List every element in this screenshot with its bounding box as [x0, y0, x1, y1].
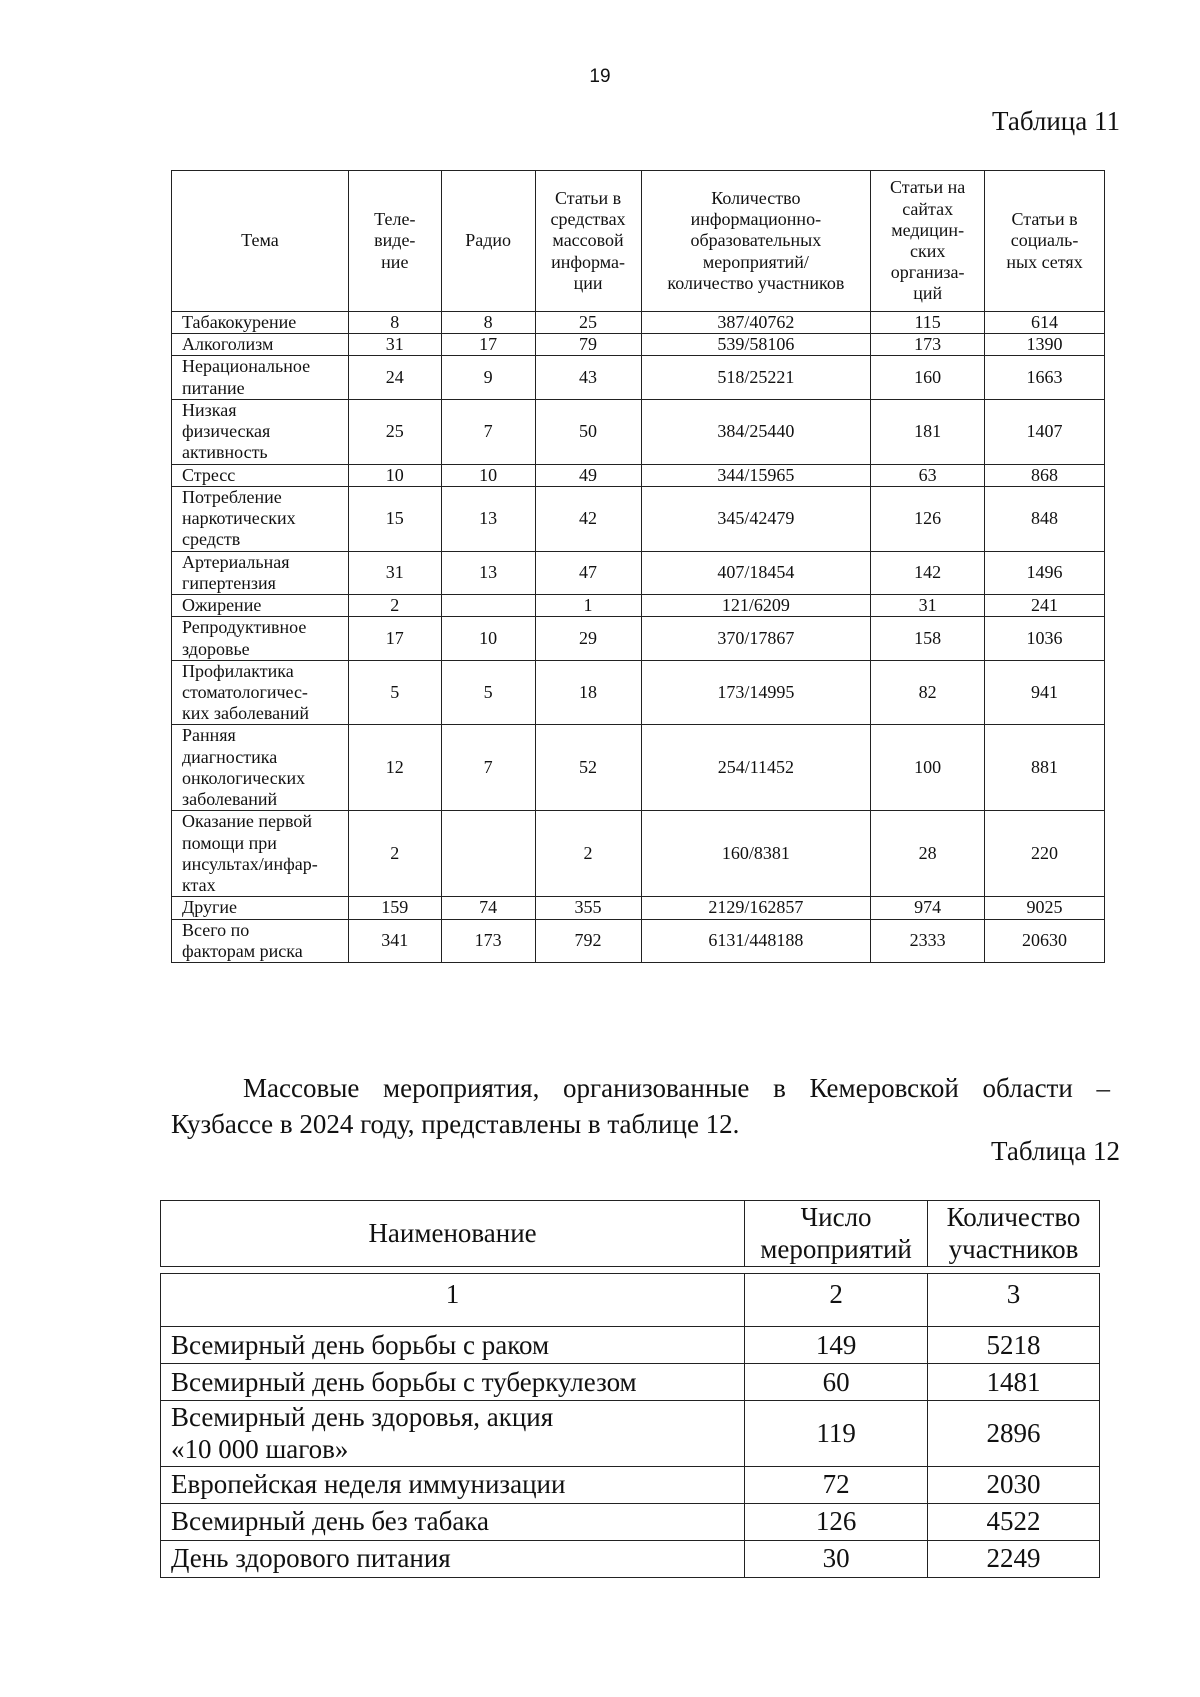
cell-tv: 5 [348, 660, 441, 725]
cell-social: 241 [985, 595, 1105, 617]
cell-media: 25 [535, 312, 641, 334]
cell-radio: 17 [441, 334, 535, 356]
table-row [172, 919, 1105, 962]
header-social: Статьи в социаль- ных сетях [985, 171, 1105, 312]
cell-sites: 974 [871, 897, 985, 919]
cell-participants: 5218 [928, 1326, 1100, 1363]
cell-radio: 10 [441, 617, 535, 660]
header-radio: Радио [441, 171, 535, 312]
cell-social: 1036 [985, 617, 1105, 660]
cell-events: 518/25221 [641, 356, 871, 399]
table-row [161, 1363, 1100, 1400]
table-12-caption: Таблица 12 [991, 1136, 1120, 1166]
table-row [161, 1400, 1100, 1466]
cell-tv: 24 [348, 356, 441, 399]
cell-events: 173/14995 [641, 660, 871, 725]
cell-topic: Репродуктивное здоровье [172, 617, 349, 660]
cell-social: 220 [985, 811, 1105, 897]
cell-participants: 2896 [928, 1400, 1100, 1466]
cell-social: 1407 [985, 399, 1105, 464]
cell-social: 9025 [985, 897, 1105, 919]
cell-radio: 7 [441, 725, 535, 811]
cell-events: 160/8381 [641, 811, 871, 897]
cell-name: Европейская неделя иммунизации [161, 1466, 745, 1503]
cell-radio: 5 [441, 660, 535, 725]
table-row [172, 725, 1105, 811]
paragraph-line-1: Массовые мероприятия, организованные в Кемеровской области – [243, 1073, 1110, 1103]
table-row [172, 660, 1105, 725]
cell-social: 1390 [985, 334, 1105, 356]
cell-events: 344/15965 [641, 464, 871, 486]
header-tv: Теле- виде- ние [348, 171, 441, 312]
cell-events: 121/6209 [641, 595, 871, 617]
cell-topic: Другие [172, 897, 349, 919]
cell-social: 1496 [985, 551, 1105, 594]
cell-name: Всемирный день без табака [161, 1503, 745, 1540]
cell-radio [441, 595, 535, 617]
cell-sites: 31 [871, 595, 985, 617]
cell-events: 539/58106 [641, 334, 871, 356]
cell-media: 29 [535, 617, 641, 660]
cell-tv: 17 [348, 617, 441, 660]
table-11 [171, 170, 1105, 963]
table-11-body [172, 312, 1105, 963]
table-row [172, 595, 1105, 617]
cell-participants: 2030 [928, 1466, 1100, 1503]
table-row [172, 312, 1105, 334]
cell-radio: 74 [441, 897, 535, 919]
header-count: Число мероприятий [745, 1201, 928, 1267]
cell-count: 149 [745, 1326, 928, 1363]
cell-tv: 31 [348, 551, 441, 594]
table-12-body [161, 1266, 1100, 1577]
cell-radio: 8 [441, 312, 535, 334]
cell-media: 2 [535, 811, 641, 897]
cell-topic: Стресс [172, 464, 349, 486]
cell-count: 126 [745, 1503, 928, 1540]
cell-count: 72 [745, 1466, 928, 1503]
cell-tv: 8 [348, 312, 441, 334]
cell-sites: 173 [871, 334, 985, 356]
cell-tv: 15 [348, 486, 441, 551]
cell-media: 1 [535, 595, 641, 617]
cell-social: 868 [985, 464, 1105, 486]
cell-tv: 2 [348, 595, 441, 617]
cell-count: 30 [745, 1540, 928, 1577]
cell-social: 941 [985, 660, 1105, 725]
cell-topic: Ожирение [172, 595, 349, 617]
cell-events: 254/11452 [641, 725, 871, 811]
cell-media: 79 [535, 334, 641, 356]
cell-topic: Табакокурение [172, 312, 349, 334]
table-11-caption: Таблица 11 [992, 106, 1120, 136]
table-row [172, 356, 1105, 399]
cell-tv: 159 [348, 897, 441, 919]
header-name: Наименование [161, 1201, 745, 1267]
cell-sites: 2333 [871, 919, 985, 962]
cell-media: 52 [535, 725, 641, 811]
cell-media: 792 [535, 919, 641, 962]
cell-tv: 31 [348, 334, 441, 356]
cell-sites: 28 [871, 811, 985, 897]
table-row [172, 811, 1105, 897]
table-row [161, 1326, 1100, 1363]
table-row [161, 1503, 1100, 1540]
cell-media: 49 [535, 464, 641, 486]
cell-topic: Профилактика стоматологичес- ких заболеваний [172, 660, 349, 725]
cell-media: 355 [535, 897, 641, 919]
table-12-header-row [161, 1201, 1100, 1267]
cell-sites: 142 [871, 551, 985, 594]
cell-participants: 2249 [928, 1540, 1100, 1577]
cell-name: Всемирный день борьбы с раком [161, 1326, 745, 1363]
cell-name: Всемирный день борьбы с туберкулезом [161, 1363, 745, 1400]
col-number-1: 1 [161, 1273, 745, 1326]
cell-events: 407/18454 [641, 551, 871, 594]
cell-radio: 7 [441, 399, 535, 464]
cell-count: 60 [745, 1363, 928, 1400]
page-number: 19 [589, 66, 611, 87]
cell-sites: 160 [871, 356, 985, 399]
cell-social: 881 [985, 725, 1105, 811]
cell-topic: Низкая физическая активность [172, 399, 349, 464]
cell-events: 2129/162857 [641, 897, 871, 919]
cell-topic: Артериальная гипертензия [172, 551, 349, 594]
cell-tv: 12 [348, 725, 441, 811]
cell-name: Всемирный день здоровья, акция «10 000 шагов» [161, 1400, 745, 1466]
cell-radio: 9 [441, 356, 535, 399]
header-events: Количество информационно- образовательных мероприятий/ количество участников [641, 171, 871, 312]
cell-radio: 13 [441, 551, 535, 594]
header-sites: Статьи на сайтах медицин- ских организа- ций [871, 171, 985, 312]
table-row [172, 551, 1105, 594]
cell-radio: 13 [441, 486, 535, 551]
table-row [161, 1466, 1100, 1503]
table-row [172, 486, 1105, 551]
cell-tv: 10 [348, 464, 441, 486]
cell-sites: 158 [871, 617, 985, 660]
cell-sites: 63 [871, 464, 985, 486]
cell-sites: 115 [871, 312, 985, 334]
cell-media: 43 [535, 356, 641, 399]
table-11-header-row [172, 171, 1105, 312]
table-row [172, 897, 1105, 919]
cell-topic: Всего по факторам риска [172, 919, 349, 962]
table-row [172, 617, 1105, 660]
cell-social: 20630 [985, 919, 1105, 962]
cell-events: 6131/448188 [641, 919, 871, 962]
table-12-numbering-row [161, 1273, 1100, 1326]
col-number-3: 3 [928, 1273, 1100, 1326]
table-row [172, 399, 1105, 464]
cell-social: 848 [985, 486, 1105, 551]
cell-media: 42 [535, 486, 641, 551]
cell-topic: Ранняя диагностика онкологических заболеваний [172, 725, 349, 811]
cell-sites: 181 [871, 399, 985, 464]
cell-media: 47 [535, 551, 641, 594]
cell-sites: 82 [871, 660, 985, 725]
cell-count: 119 [745, 1400, 928, 1466]
cell-social: 1663 [985, 356, 1105, 399]
cell-sites: 126 [871, 486, 985, 551]
header-media: Статьи в средствах массовой информа- ции [535, 171, 641, 312]
col-number-2: 2 [745, 1273, 928, 1326]
cell-events: 345/42479 [641, 486, 871, 551]
cell-events: 384/25440 [641, 399, 871, 464]
cell-media: 50 [535, 399, 641, 464]
header-participants: Количество участников [928, 1201, 1100, 1267]
cell-topic: Алкоголизм [172, 334, 349, 356]
cell-radio: 10 [441, 464, 535, 486]
table-row [172, 334, 1105, 356]
cell-tv: 25 [348, 399, 441, 464]
table-row [172, 464, 1105, 486]
cell-tv: 341 [348, 919, 441, 962]
cell-participants: 1481 [928, 1363, 1100, 1400]
cell-media: 18 [535, 660, 641, 725]
cell-topic: Нерациональное питание [172, 356, 349, 399]
cell-events: 370/17867 [641, 617, 871, 660]
cell-social: 614 [985, 312, 1105, 334]
cell-name: День здорового питания [161, 1540, 745, 1577]
table-row [161, 1540, 1100, 1577]
cell-radio: 173 [441, 919, 535, 962]
cell-topic: Потребление наркотических средств [172, 486, 349, 551]
header-topic: Тема [172, 171, 349, 312]
cell-radio [441, 811, 535, 897]
cell-topic: Оказание первой помощи при инсультах/инфар- ктах [172, 811, 349, 897]
cell-tv: 2 [348, 811, 441, 897]
table-12-spacer [161, 1266, 1100, 1273]
cell-participants: 4522 [928, 1503, 1100, 1540]
table-12 [160, 1200, 1100, 1578]
cell-events: 387/40762 [641, 312, 871, 334]
paragraph-line-2: Кузбассе в 2024 году, представлены в таблице 12. [171, 1109, 740, 1139]
cell-sites: 100 [871, 725, 985, 811]
body-paragraph [171, 1070, 1110, 1142]
